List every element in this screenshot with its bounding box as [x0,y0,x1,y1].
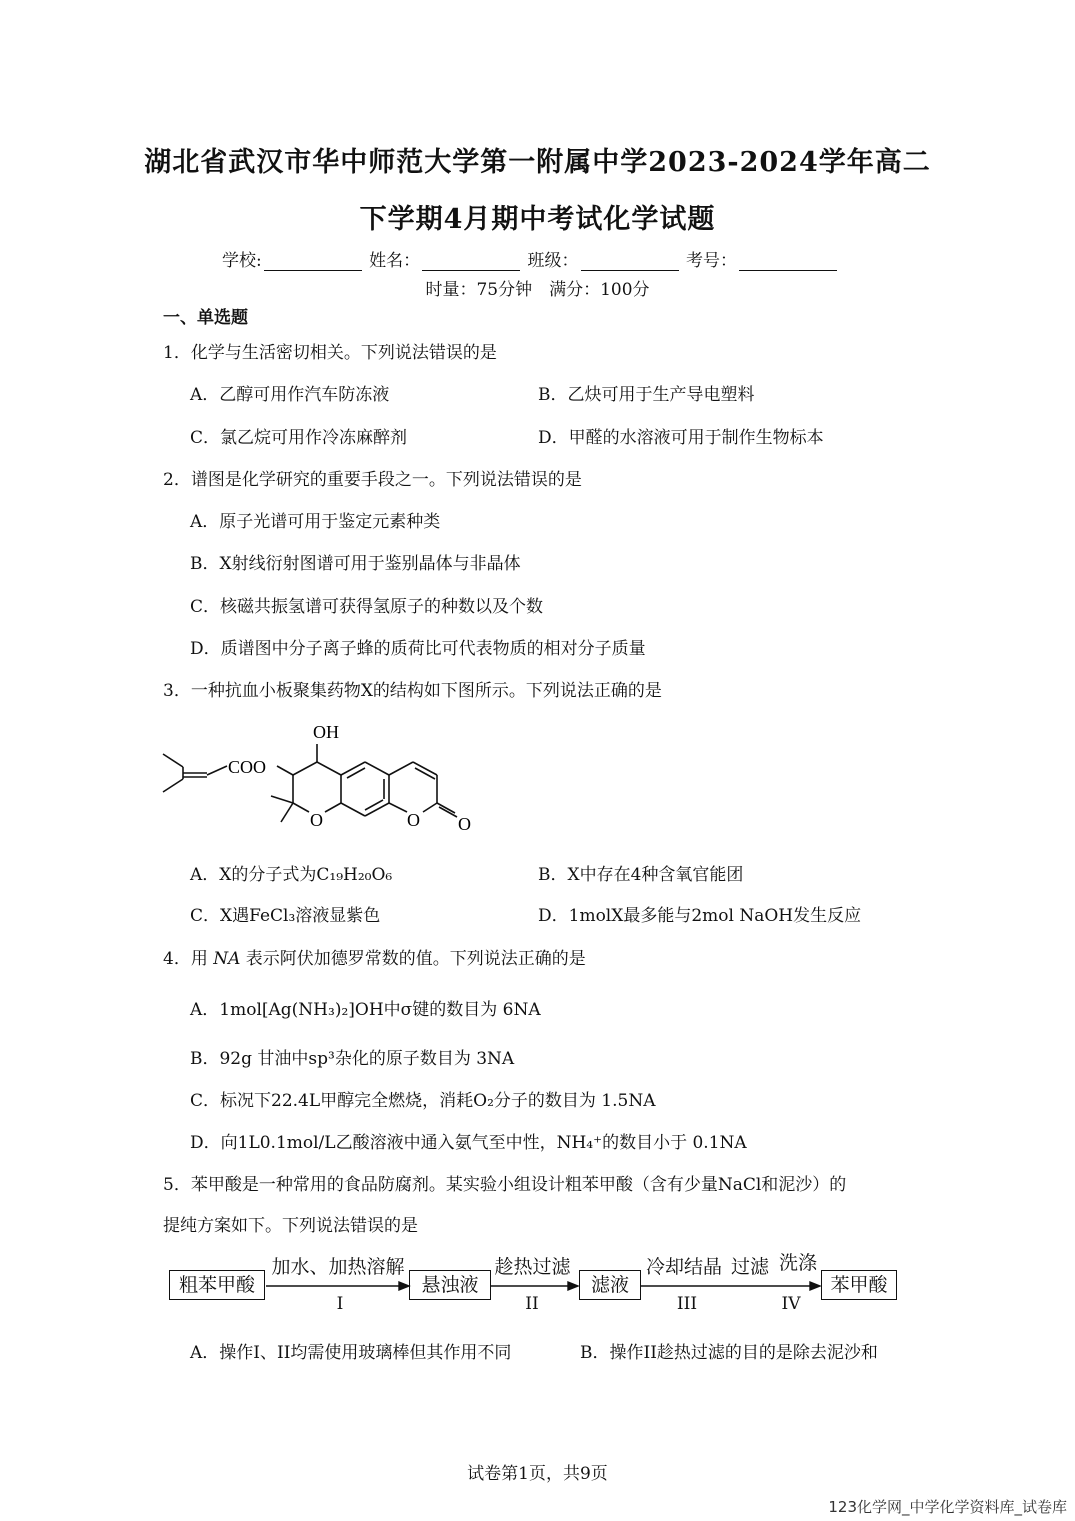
flow-step2-numeral: II [525,1294,539,1314]
q1-stem: 1．化学与生活密切相关。下列说法错误的是 [163,343,497,363]
page-title-line2: 下学期4月期中考试化学试题 [359,204,716,235]
q3-option-c: C．X遇FeCl₃溶液显紫色 [190,906,381,926]
flow-step4-numeral: IV [781,1294,801,1314]
school-label: 学校: [222,251,262,271]
q5-stem-line2: 提纯方案如下。下列说法错误的是 [163,1216,418,1236]
flow-step3-label: 冷却结晶 [645,1256,722,1278]
q4-option-c: C．标况下22.4L甲醇完全燃烧，消耗O₂分子的数目为 1.5NA [190,1091,656,1111]
flow-step2-label: 趁热过滤 [494,1256,571,1278]
flow-box-suspension: 悬浊液 [409,1270,491,1300]
flow-step3-numeral: III [676,1294,698,1314]
q4-stem-na: NA [213,949,241,969]
flow-box-filtrate: 滤液 [579,1270,641,1300]
mol-oh-label: OH [313,722,339,742]
q1-option-d: D．甲醛的水溶液可用于制作生物标本 [538,428,824,448]
q4-stem-pre: 4．用 [163,949,214,969]
q2-option-b: B．X射线衍射图谱可用于鉴别晶体与非晶体 [190,554,521,574]
q4-stem [163,944,586,969]
q4-stem-post: 表示阿伏加德罗常数的值。下列说法正确的是 [240,949,586,969]
flow-box-product: 苯甲酸 [821,1270,897,1300]
time-score-line: 时量：75分钟 满分：100分 [425,280,650,300]
student-info-line [222,246,839,271]
q3-stem: 3．一种抗血小板聚集药物X的结构如下图所示。下列说法正确的是 [163,681,662,701]
page-title-line1: 湖北省武汉市华中师范大学第一附属中学2023-2024学年高二 [144,147,931,178]
mol-o2-label: O [407,810,420,830]
mol-o3-label: O [458,814,471,834]
flow-step1-label: 加水、加热溶解 [271,1256,405,1278]
q2-option-a: A．原子光谱可用于鉴定元素种类 [190,512,441,532]
name-label: 姓名： [369,251,421,271]
q5-option-a: A．操作I、II均需使用玻璃棒但其作用不同 [190,1343,512,1363]
flow-step1-numeral: I [336,1294,344,1314]
mol-o1-label: O [310,810,323,830]
q1-option-a: A．乙醇可用作汽车防冻液 [190,385,390,405]
exam-no-blank[interactable] [739,254,837,271]
flow-arrows [264,1278,824,1294]
q1-option-b: B．乙炔可用于生产导电塑料 [538,385,755,405]
section-heading: 一、单选题 [163,308,248,328]
q3-option-b: B．X中存在4种含氧官能团 [538,865,744,885]
class-label: 班级： [527,251,579,271]
molecule-structure [155,712,495,842]
flow-step4a-label: 过滤 [730,1256,769,1278]
name-blank[interactable] [422,254,520,271]
flow-box-crude: 粗苯甲酸 [169,1270,265,1300]
school-blank[interactable] [264,254,362,271]
page-footer: 试卷第1页，共9页 [467,1464,608,1484]
q4-option-a: A．1mol[Ag(NH₃)₂]OH中σ键的数目为 6NA [190,1000,541,1020]
q5-option-b: B．操作II趁热过滤的目的是除去泥沙和 [580,1343,878,1363]
q4-option-b: B．92g 甘油中sp³杂化的原子数目为 3NA [190,1049,515,1069]
watermark: 123化学网_中学化学资料库_试卷库 [828,1498,1067,1516]
q3-option-a: A．X的分子式为C₁₉H₂₀O₆ [190,865,393,885]
q1-option-c: C．氯乙烷可用作冷冻麻醉剂 [190,428,408,448]
q2-option-c: C．核磁共振氢谱可获得氢原子的种数以及个数 [190,597,544,617]
q4-option-d: D．向1L0.1mol/L乙酸溶液中通入氨气至中性，NH₄⁺的数目小于 0.1NA [190,1133,747,1153]
flow-step4b-label: 洗涤 [778,1252,817,1274]
exam-no-label: 考号： [685,251,737,271]
q5-stem-line1: 5．苯甲酸是一种常用的食品防腐剂。某实验小组设计粗苯甲酸（含有少量NaCl和泥沙）的 [163,1175,847,1195]
q2-option-d: D．质谱图中分子离子蜂的质荷比可代表物质的相对分子质量 [190,639,646,659]
mol-coo-label: COO [228,757,267,777]
class-blank[interactable] [581,254,679,271]
q2-stem: 2．谱图是化学研究的重要手段之一。下列说法错误的是 [163,470,582,490]
q3-option-d: D．1molX最多能与2mol NaOH发生反应 [538,906,862,926]
